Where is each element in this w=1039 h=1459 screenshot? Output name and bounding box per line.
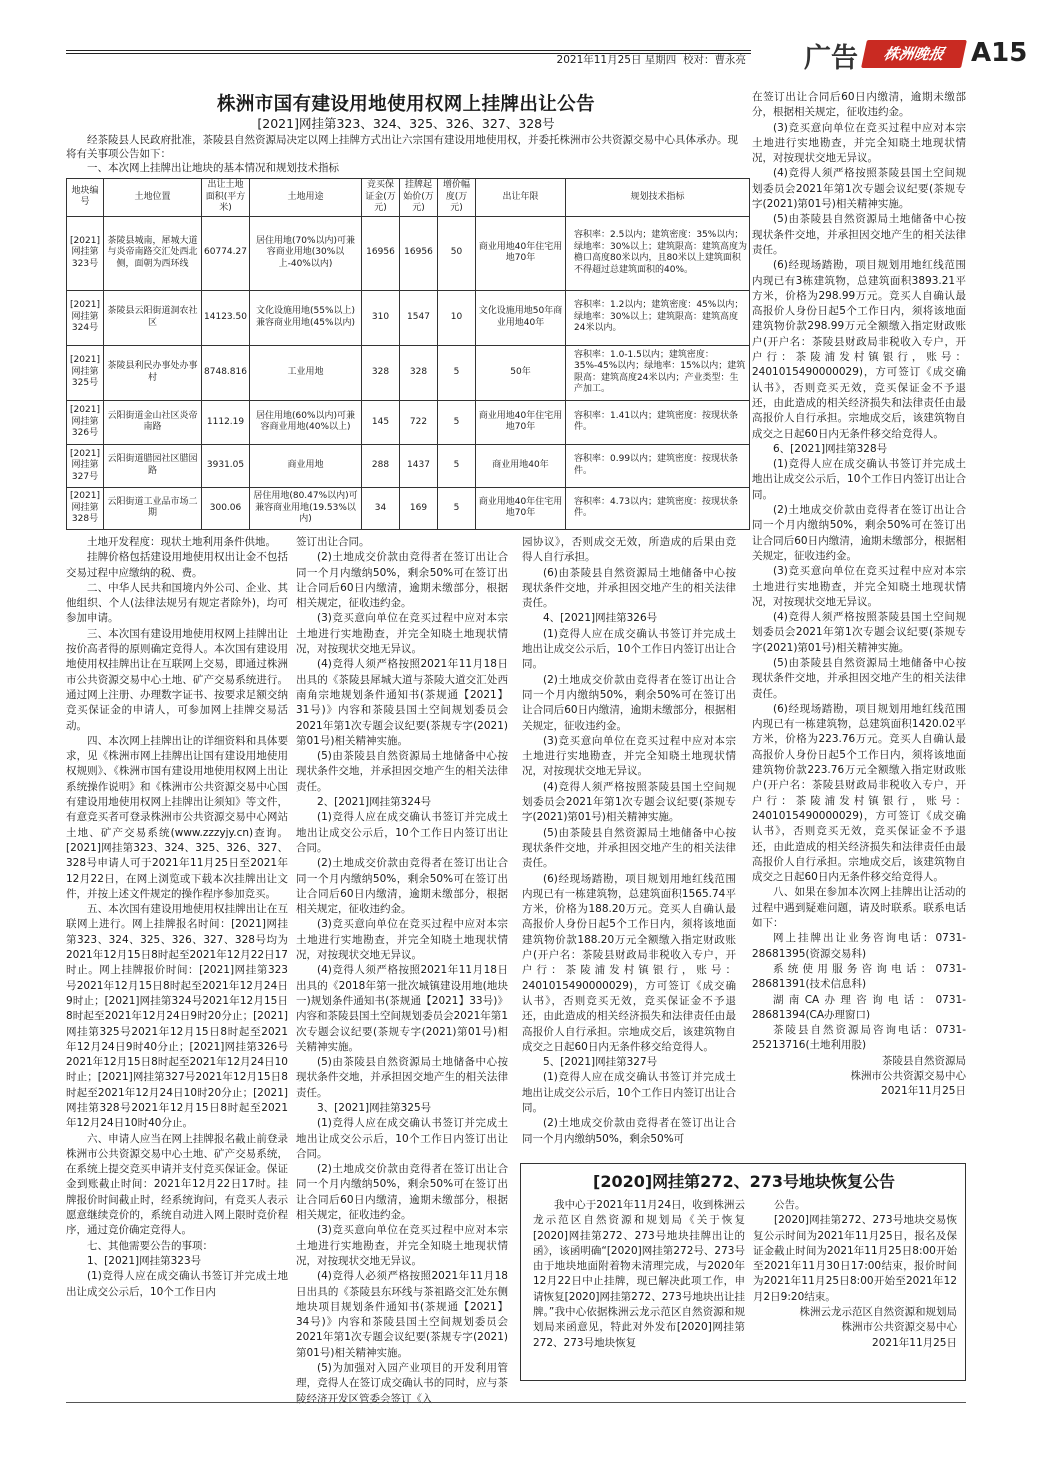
paragraph: (2)土地成交价款由竞得者在签订出让合同一个月内缴纳50%，剩余50%可在签订出让合同后60日内缴清，逾期未缴部分，根据相关规定，征收违约金。 [296, 551, 508, 610]
paragraph: (3)竞买意向单位在竞买过程中应对本宗土地进行实地勘查，并完全知晓土地现状情况，对按现状交地无异议。 [296, 612, 508, 656]
table-cell: 60774.27 [202, 216, 250, 290]
table-cell: 商业用地 [250, 445, 362, 487]
paragraph: (5)由茶陵县自然资源局土地储备中心按现状条件交地，并承担因交地产生的相关法律责任。 [296, 1056, 508, 1099]
paragraph: (2)土地成交价款由竞得者在签订出让合同一个月内缴纳50%，剩余50%可在签订出让合同后60日内缴清，逾期未缴部分，根据相关规定，征收违约金。 [522, 673, 736, 732]
table-cell: 商业用地40年住宅用地70年 [476, 400, 566, 444]
table-cell: 34 [362, 487, 400, 529]
restore-title: [2020]网挂第272、273号地块恢复公告 [593, 1172, 895, 1191]
paragraph: 株洲云龙示范区自然资源和规划局 [799, 1306, 957, 1319]
table-cell: 328 [362, 345, 400, 400]
notice-column-3 [522, 535, 736, 1147]
paragraph: 网上挂牌出让业务咨询电话：0731-28681395(资源交易科) [752, 932, 966, 960]
paragraph: 公告。 [774, 1199, 806, 1211]
table-header-cell: 土地用途 [250, 179, 362, 217]
table-cell: 300.06 [202, 487, 250, 529]
table-cell: 1547 [400, 290, 438, 345]
paragraph: [2020]网挂第272、273号地块交易恢复公示时间为2021年11月25日，报名及保证金截止时间为2021年11月25日8:00开始至2021年11月30日17:00结束，报价时间为2021年11月25日8:00开始至2021年12月2日9:20结束。 [753, 1214, 957, 1303]
paragraph: 茶陵县自然资源局咨询电话：0731-25213716(土地利用股) [752, 1024, 966, 1052]
table-cell: 310 [362, 290, 400, 345]
paragraph: (5)由茶陵县自然资源局土地储备中心按现状条件交地，并承担因交地产生的相关法律责任。 [752, 656, 966, 700]
paragraph: 六、申请人应当在网上挂牌报名截止前登录株洲市公共资源交易中心土地、矿产交易系统，在系统上提交竞买申请并支付竞买保证金。保证金到账截止时间：2021年12月22日17时。挂牌报价时间截止时，经系统询问，有竞买人表示愿意继续竞价的，系统自动进入网上限时竞价程序，通过竞价确定竞得人。 [66, 1132, 288, 1237]
table-cell: [2021]网挂第327号 [67, 445, 104, 487]
paragraph: (5)由茶陵县自然资源局土地储备中心按现状条件交地，并承担因交地产生的相关法律责任。 [296, 750, 508, 793]
paragraph: (3)竞买意向单位在竞买过程中应对本宗土地进行实地勘查，并完全知晓土地现状情况，对按现状交地无异议。 [752, 121, 966, 165]
issue-date: 2021年11月25日 星期四 [556, 54, 677, 66]
table-header-cell: 挂牌起始价(万元) [400, 179, 438, 217]
paragraph: 四、本次网上挂牌出让的详细资料和具体要求，见《株洲市网上挂牌出让国有建设用地使用权规则》、《株洲市国有建设用地使用权网上出让系统操作说明》和《株洲市公共资源交易中心国有建设用地使用权网上挂牌出让须知》等文件，有意竞买者可登录株洲市公共资源交易中心网站土地、矿产交易系统(www.zzzyjy.cn)查询。[2021]网挂第323、324、325、326、327、328号申请人可于2021年11月25日至2021年12月22日，在网上浏览或下载本次挂牌出让文件，并按上述文件规定的操作程序参加竞买。 [66, 734, 288, 900]
paragraph: 3、[2021]网挂第325号 [317, 1101, 432, 1114]
notice-intro [66, 133, 746, 175]
table-header-row [67, 179, 750, 217]
table-cell: 文化设施用地(55%以上)兼容商业用地(45%以内) [250, 290, 362, 345]
paragraph: (4)竞得人须严格按照2021年11月18日出具的《茶陵县犀城大道与茶陵大道交汇处西南角宗地规划条件通知书(茶规通【2021】31号)》内容和茶陵县国土空间规划委员会2021年第1次专题会议纪要(茶规专字(2021)第01号)相关精神实施。 [296, 658, 508, 747]
paragraph: 签订出让合同。 [296, 536, 370, 548]
table-cell: 茶陵县云阳街道洞农社区 [104, 290, 202, 345]
paragraph: (5)为加强对入园产业项目的开发利用管理，竞得人在签订成交确认书的同时，应与茶陵经济开发区管委会签订《入 [296, 1362, 508, 1405]
table-row [67, 445, 750, 487]
table-cell: 5 [438, 345, 476, 400]
paragraph: 三、本次国有建设用地使用权网上挂牌出让按价高者得的原则确定竞得人。本次国有建设用地使用权挂牌出让在互联网上交易，即通过株洲市公共资源交易中心土地、矿产交易系统进行。通过网上注册、办理数字证书、按要求足额交纳竞买保证金的申请人，可参加网上挂牌交易活动。 [66, 627, 288, 732]
paragraph: 株洲市公共资源交易中心 [841, 1321, 957, 1334]
restore-column-2 [753, 1198, 957, 1351]
table-row [67, 345, 750, 400]
table-cell: 50年 [476, 345, 566, 400]
paragraph: 1、[2021]网挂第323号 [87, 1254, 202, 1267]
table-cell: 容积率：1.0-1.5以内；建筑密度：35%-45%以内；绿地率：15%以内；建筑限高：建筑高度24米以内；产业类型：生产加工。 [566, 345, 750, 400]
paragraph: 6、[2021]网挂第328号 [773, 442, 888, 455]
paragraph: 株洲市公共资源交易中心 [850, 1070, 966, 1082]
table-cell: 16956 [362, 216, 400, 290]
paragraph: (3)竞买意向单位在竞买过程中应对本宗土地进行实地勘查，并完全知晓土地现状情况，对按现状交地无异议。 [752, 565, 966, 608]
table-cell: 居住用地(70%以内)可兼容商业用地(30%以上-40%以内) [250, 216, 362, 290]
table-body [67, 216, 750, 530]
table-cell: 1112.19 [202, 400, 250, 444]
proofreader: 校对：曹永亮 [683, 54, 746, 66]
paragraph: (3)竞买意向单位在竞买过程中应对本宗土地进行实地勘查，并完全知晓土地现状情况，对按现状交地无异议。 [296, 918, 508, 962]
header-meta [366, 52, 746, 67]
paragraph: (2)土地成交价款由竞得者在签订出让合同一个月内缴纳50%，剩余50%可在签订出让合同后60日内缴清，逾期未缴部分，根据相关规定，征收违约金。 [296, 1163, 508, 1222]
notice-subtitle: [2021]网挂第323、324、325、326、327、328号 [257, 116, 555, 131]
table-cell: [2021]网挂第325号 [67, 345, 104, 400]
table-cell: 5 [438, 445, 476, 487]
table-cell: 328 [400, 345, 438, 400]
table-cell: 5 [438, 400, 476, 444]
page-number: A15 [971, 38, 1028, 68]
table-cell: 工业用地 [250, 345, 362, 400]
parcel-table [66, 178, 750, 530]
paragraph: 八、如果在参加本次网上挂牌出让活动的过程中遇到疑难问题，请及时联系。联系电话如下： [752, 886, 966, 930]
notice-column-2 [296, 535, 508, 1405]
table-cell: 茶陵县城南，犀城大道与炎帝南路交汇处西北侧，面朝为西环线 [104, 216, 202, 290]
paragraph: (6)经现场踏勘，项目规划用地红线范围内现已有一栋建筑物，总建筑面积1420.02平方米，价格为223.76万元。竞买人自确认最高报价人身份日起5个工作日内，须将该地面建筑物价款223.76万元全额缴入指定财政账户(开户名：茶陵县财政局非税收入专户，开户行：茶陵浦发村镇银行，账号：2401015490000029)，方可签订《成交确认书》，否则竞买无效，竞买保证金不予退还，由此造成的相关经济损失和法律责任由最高报价人自行承担。宗地成交后，该建筑物自成交之日起60日内无条件移交给竞得人。 [752, 702, 966, 884]
table-cell: 商业用地40年住宅用地70年 [476, 216, 566, 290]
paragraph: (4)竞得人须严格按照茶陵县国土空间规划委员会2021年第1次专题会议纪要(茶规专字(2021)第01号)相关精神实施。 [752, 167, 966, 211]
paragraph: (1)竞得人应在成交确认书签订并完成土地出让成交公示后，10个工作日内 [66, 1270, 288, 1298]
paragraph: 5、[2021]网挂第327号 [543, 1056, 658, 1069]
table-cell: 16956 [400, 216, 438, 290]
paragraph: 系统使用服务咨询电话：0731-28681391(技术信息科) [752, 962, 966, 991]
table-row [67, 290, 750, 345]
paragraph: (2)土地成交价款由竞得者在签订出让合同一个月内缴纳50%，剩余50%可 [522, 1117, 736, 1145]
paragraph: (4)竞得人须严格按照茶陵县国土空间规划委员会2021年第1次专题会议纪要(茶规专字(2021)第01号)相关精神实施。 [752, 611, 966, 654]
intro-section-heading: 一、本次网上挂牌出让地块的基本情况和规划技术指标 [87, 162, 339, 174]
table-row [67, 400, 750, 444]
table-cell: 288 [362, 445, 400, 487]
paragraph: (5)由茶陵县自然资源局土地储备中心按现状条件交地，并承担因交地产生的相关法律责任。 [522, 826, 736, 870]
paragraph: 五、本次国有建设用地使用权挂牌出让在互联网上进行。网上挂牌报名时间：[2021]网挂第323、324、325、326、327、328号均为2021年12月15日8时起至2021年12月22日17时止。网上挂牌报价时间：[2021]网挂第323号2021年12月15日8时起至2021年12月24日9时止；[2021]网挂第324号2021年12月15日8时起至2021年12月24日9时20分止；[2021]网挂第325号2021年12月15日8时起至2021年12月24日9时40分止；[2021]网挂第326号2021年12月15日8时起至2021年12月24日10时止；[2021]网挂第327号2021年12月15日8时起至2021年12月24日10时20分止；[2021]网挂第328号2021年12月15日8时起至2021年12月24日10时40分止。 [66, 903, 288, 1130]
table-cell: 容积率：1.2以内；建筑密度：45%以内；绿地率：30%以上；建筑限高：建筑高度24米以内。 [566, 290, 750, 345]
paragraph: 二、中华人民共和国境内外公司、企业、其他组织、个人(法律法规另有规定者除外)，均可参加申请。 [66, 581, 288, 625]
table-cell: [2021]网挂第328号 [67, 487, 104, 529]
notice-column-4 [752, 90, 966, 1148]
paragraph: (2)土地成交价款由竞得者在签订出让合同一个月内缴纳50%，剩余50%可在签订出让合同后60日内缴清，逾期未缴部分，根据相关规定，征收违约金。 [296, 857, 508, 916]
table-cell: 居住用地(80.47%以内)可兼容商业用地(19.53%以内) [250, 487, 362, 529]
table-header-cell: 规划技术指标 [566, 179, 750, 217]
table-cell: 容积率：2.5以内；建筑密度：35%以内；绿地率：30%以上；建筑限高：建筑高度为檐口高度80米以内，且80米以上建筑面积不得超过总建筑面积的40%。 [566, 216, 750, 290]
table-row [67, 216, 750, 290]
table-cell: 云阳街道腊园社区腊园路 [104, 445, 202, 487]
paragraph: (4)竞得人须严格按照茶陵县国土空间规划委员会2021年第1次专题会议纪要(茶规专字(2021)第01号)相关精神实施。 [522, 780, 736, 824]
table-header-cell: 出让年限 [476, 179, 566, 217]
table-cell: 50 [438, 216, 476, 290]
paragraph: (5)由茶陵县自然资源局土地储备中心按现状条件交地，并承担因交地产生的相关法律责任。 [752, 213, 966, 256]
restore-notice-box [520, 1163, 966, 1381]
paragraph: 园协议》，否则成交无效，所造成的后果由竞得人自行承担。 [522, 536, 736, 564]
table-cell: 10 [438, 290, 476, 345]
paragraph: (1)竞得人应在成交确认书签订并完成土地出让成交公示后，10个工作日内签订出让合同。 [296, 811, 508, 854]
footer-rule [66, 1402, 966, 1403]
table-cell: 商业用地40年住宅用地70年 [476, 487, 566, 529]
paragraph: (4)竞得人须严格按照2021年11月18日出具的《2018年第一批次城镇建设用地(地块一)规划条件通知书(茶规通【2021】33号)》内容和茶陵县国土空间规划委员会2021年第1次专题会议纪要(茶规专字(2021)第01号)相关精神实施。 [296, 964, 508, 1053]
table-header-cell: 土地位置 [104, 179, 202, 217]
paragraph: 七、其他需要公告的事项： [87, 1239, 213, 1252]
paragraph: 挂牌价格包括建设用地使用权出让金不包括交易过程中应缴纳的税、费。 [66, 551, 288, 579]
table-row [67, 487, 750, 529]
paragraph: (6)经现场踏勘，项目规划用地红线范围内现已有3栋建筑物，总建筑面积3893.21平方米，价格为298.99万元。竞买人自确认最高报价人身份日起5个工作日内，须将该地面建筑物价款298.99万元全额缴入指定财政账户(开户名：茶陵县财政局非税收入专户，开户行：茶陵浦发村镇银行，账号：2401015490000029)，方可签订《成交确认书》，否则竞买无效，竞买保证金不予退还，由此造成的相关经济损失和法律责任由最高报价人自行承担。宗地成交后，该建筑物自成交之日起60日内无条件移交给竞得人。 [752, 259, 966, 440]
table-header-cell: 竞买保证金(万元) [362, 179, 400, 217]
paragraph: 茶陵县自然资源局 [882, 1054, 966, 1067]
table-cell: 商业用地40年 [476, 445, 566, 487]
paragraph: 4、[2021]网挂第326号 [543, 612, 658, 625]
table-header-cell: 增价幅度(万元) [438, 179, 476, 217]
table-cell: 5 [438, 487, 476, 529]
table-cell: 茶陵县利民办事处办事村 [104, 345, 202, 400]
paragraph: (6)经现场踏勘，项目规划用地红线范围内现已有一栋建筑物，总建筑面积1565.74平方米，价格为188.20万元。竞买人自确认最高报价人身份日起5个工作日内，须将该地面建筑物价款188.20万元全额缴入指定财政账户(开户名：茶陵县财政局非税收入专户，开户行：茶陵浦发村镇银行，账号：2401015490000029)，方可签订《成交确认书》，否则竞买无效，竞买保证金不予退还，由此造成的相关经济损失和法律责任由最高报价人自行承担。宗地成交后，该建筑物自成交之日起60日内无条件移交给竞得人。 [522, 872, 736, 1053]
paragraph: (3)竞买意向单位在竞买过程中应对本宗土地进行实地勘查，并完全知晓土地现状情况，对按现状交地无异议。 [296, 1224, 508, 1267]
table-cell: [2021]网挂第326号 [67, 400, 104, 444]
paragraph: 2021年11月25日 [872, 1336, 957, 1349]
table-header-cell: 出让土地面积(平方米) [202, 179, 250, 217]
paragraph: (1)竞得人应在成交确认书签订并完成土地出让成交公示后，10个工作日内签订出让合同。 [522, 1071, 736, 1114]
table-cell: 容积率：4.73以内；建筑密度：按现状条件。 [566, 487, 750, 529]
table-cell: 云阳街道金山社区炎帝南路 [104, 400, 202, 444]
paragraph: 土地开发程度：现状土地利用条件供地。 [87, 536, 276, 548]
paragraph: 湖南CA办理咨询电话：0731-28681394(CA办理窗口) [752, 993, 966, 1021]
table-cell: [2021]网挂第323号 [67, 216, 104, 290]
table-cell: 145 [362, 400, 400, 444]
paragraph: 在签订出让合同后60日内缴清，逾期未缴部分，根据相关规定，征收违约金。 [752, 91, 966, 119]
table-cell: 1437 [400, 445, 438, 487]
restore-column-1 [533, 1198, 745, 1351]
table-cell: 3931.05 [202, 445, 250, 487]
table-cell: 居住用地(60%以内)可兼容商业用地(40%以上) [250, 400, 362, 444]
paragraph: 2、[2021]网挂第324号 [317, 796, 432, 809]
paragraph: 2021年11月25日 [881, 1085, 966, 1098]
intro-paragraph: 经茶陵县人民政府批准，茶陵县自然资源局决定以网上挂牌方式出让六宗国有建设用地使用权，并委托株洲市公共资源交易中心具体承办。现将有关事项公告如下： [66, 134, 738, 160]
paragraph: (6)由茶陵县自然资源局土地储备中心按现状条件交地，并承担因交地产生的相关法律责任。 [522, 566, 736, 610]
table-cell: 14123.50 [202, 290, 250, 345]
paragraph: (1)竞得人应在成交确认书签订并完成土地出让成交公示后，10个工作日内签订出让合同。 [522, 627, 736, 671]
table-cell: [2021]网挂第324号 [67, 290, 104, 345]
table-cell: 云阳街道工业品市场二期 [104, 487, 202, 529]
paragraph: 我中心于2021年11月24日，收到株洲云龙示范区自然资源和规划局《关于恢复[2020]网挂第272、273号地块挂牌出让的函》，该函明确“[2020]网挂第272号、273号由于地块地面附着物未清理完成，与2020年12月22日中止挂牌，现已解决此项工作，申请恢复[2020]网挂第272、273号地块出让挂牌。”我中心依据株洲云龙示范区自然资源和规划局来函意见，特此对外发布[2020]网挂第272、273号地块恢复 [533, 1199, 745, 1349]
paragraph: (2)土地成交价款由竞得者在签订出让合同一个月内缴纳50%，剩余50%可在签订出让合同后60日内缴清，逾期未缴部分，根据相关规定，征收违约金。 [752, 504, 966, 562]
table-header-cell: 地块编号 [67, 179, 104, 217]
table-cell: 文化设施用地50年商业用地40年 [476, 290, 566, 345]
notice-column-1 [66, 535, 288, 1340]
notice-title: 株洲市国有建设用地使用权网上挂牌出让公告 [216, 94, 595, 115]
paragraph: (3)竞买意向单位在竞买过程中应对本宗土地进行实地勘查，并完全知晓土地现状情况，对按现状交地无异议。 [522, 734, 736, 778]
table-cell: 722 [400, 400, 438, 444]
page-header [66, 30, 1028, 75]
table-cell: 169 [400, 487, 438, 529]
paragraph: (1)竞得人应在成交确认书签订并完成土地出让成交公示后，10个工作日内签订出让合同。 [752, 458, 966, 501]
paragraph: (4)竞得人必须严格按照2021年11月18日出具的《茶陵县东环线与茶祖路交汇处东侧地块项目规划条件通知书(茶规通【2021】34号)》内容和茶陵县国土空间规划委员会2021年第1次专题会议纪要(茶规专字(2021)第01号)相关精神实施。 [296, 1270, 508, 1359]
table-cell: 容积率：1.41以内；建筑密度：按现状条件。 [566, 400, 750, 444]
table-cell: 8748.816 [202, 345, 250, 400]
table-cell: 容积率：0.99以内；建筑密度：按现状条件。 [566, 445, 750, 487]
newspaper-logo: 株洲晚报 [861, 40, 967, 68]
section-kind: 广告 [804, 43, 858, 74]
paragraph: (1)竞得人应在成交确认书签订并完成土地出让成交公示后，10个工作日内签订出让合同。 [296, 1117, 508, 1160]
